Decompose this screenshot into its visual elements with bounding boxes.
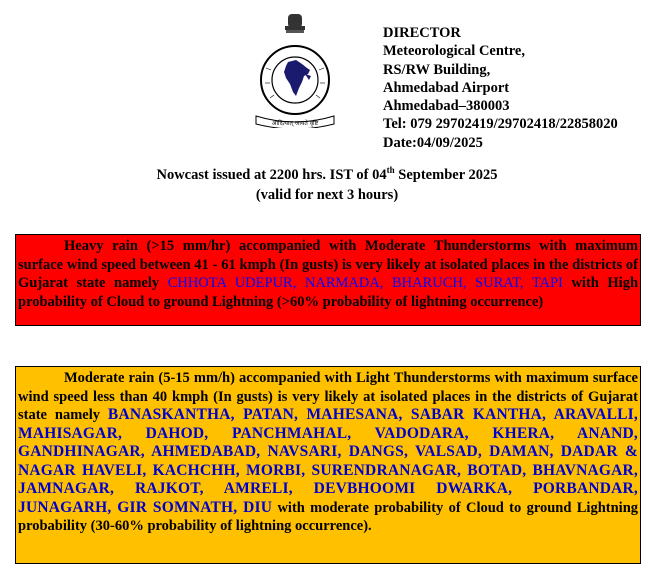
heavy-rain-alert-intro: Heavy rain (>15 mm/hr) accompanied with Moderate Thunderstorms with maximum surface wind speed between 41 - 61 kmph (In gusts) is very likely at isolated places in the districts of Gujarat state namely: [18, 238, 638, 291]
imd-emblem-logo: [250, 8, 340, 128]
moderate-rain-alert-box: [15, 366, 641, 564]
moderate-rain-alert-outro: with moderate probability of Cloud to ground Lightning probability (30-60% probability of lightning occurrence).: [18, 499, 639, 534]
heavy-rain-alert-outro: with High probability of Cloud to ground Lightning (>60% probability of lightning occurrence): [18, 275, 639, 310]
moderate-rain-alert-intro: Moderate rain (5-15 mm/h) accompanied with Light Thunderstorms with maximum surface wind speed less than 40 kmph (In gusts) is very likely at isolated places in the districts of Gujarat state namely: [18, 370, 638, 423]
nowcast-validity: (valid for next 3 hours): [255, 186, 399, 203]
nowcast-title: [0, 160, 654, 205]
header-city-pin: Ahmedabad–380003: [383, 98, 510, 115]
header-director: DIRECTOR: [383, 25, 461, 41]
header-airport: Ahmedabad Airport: [383, 79, 510, 96]
emblem-motto: आदित्यात् जायते वृष्टि: [271, 120, 319, 127]
header-building: RS/RW Building,: [383, 61, 491, 78]
moderate-rain-districts: BANASKANTHA, PATAN, MAHESANA, SABAR KANTHA, ARAVALLI, MAHISAGAR, DAHOD, PANCHMAHAL, VADODARA, KHERA, ANAND, GANDHINAGAR, AHMEDABAD, NAVSARI, DANGS, VALSAD, DAMAN, DADAR & NAGAR HAVELI, KACHCHH, MORBI, SURENDRANAGAR, BOTAD, BHAVNAGAR, JAMNAGAR, RAJKOT, AMRELI, DEVBHOOMI DWARKA, PORBANDAR, JUNAGARH, GIR SOMNATH, DIU: [18, 406, 638, 516]
ashoka-emblem-icon: [285, 14, 305, 33]
office-address-header: [383, 24, 618, 152]
heavy-rain-alert-box: [15, 234, 641, 326]
heavy-rain-districts: CHHOTA UDEPUR, NARMADA, BHARUCH, SURAT, TAPI: [167, 275, 563, 291]
header-date: Date:04/09/2025: [383, 134, 483, 151]
nowcast-issue-line: Nowcast issued at 2200 hrs. IST of 04th September 2025: [156, 165, 498, 183]
header-telephone: Tel: 079 29702419/29702418/22858020: [383, 116, 618, 133]
header-office: Meteorological Centre,: [383, 43, 525, 60]
